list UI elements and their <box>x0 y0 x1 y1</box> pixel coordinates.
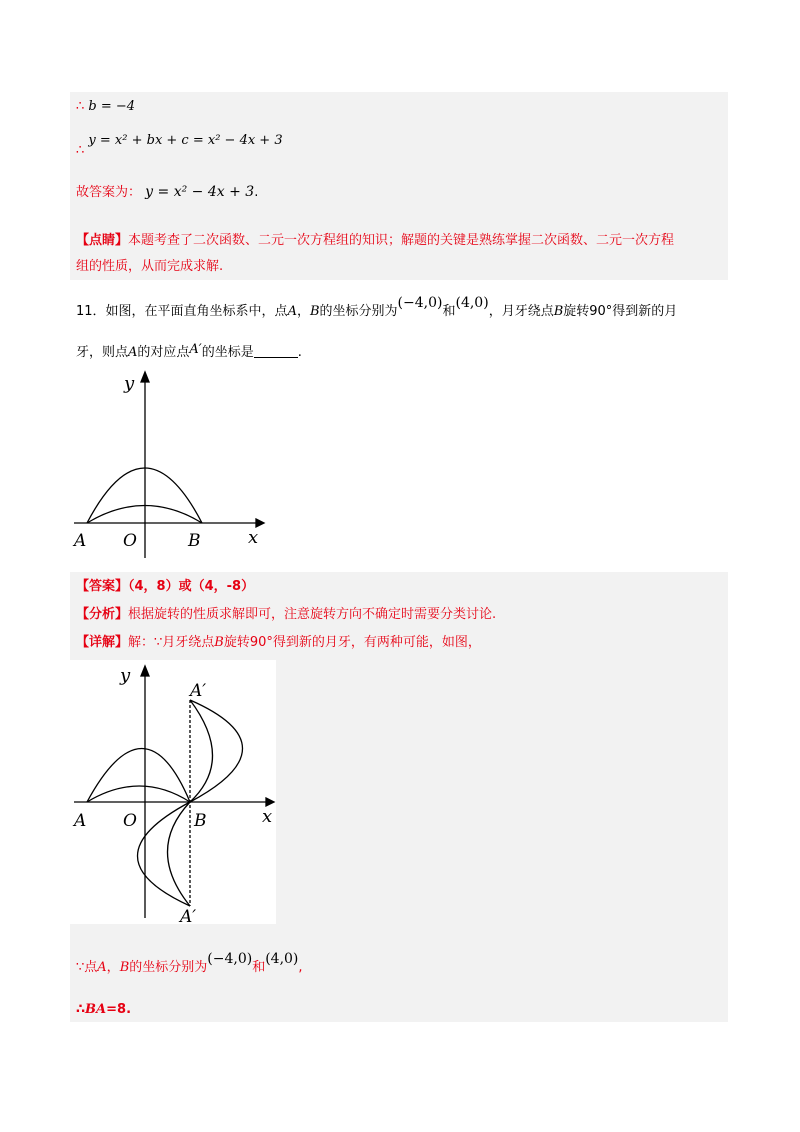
solution-answer-line <box>76 578 254 596</box>
y-axis-label: y <box>124 373 135 394</box>
analysis-line: 【分析】根据旋转的性质求解即可，注意旋转方向不确定时需要分类讨论. <box>76 607 497 622</box>
detail-line: 【详解】解：∵月牙绕点B旋转90°得到新的月牙，有两种可能，如图， <box>76 635 481 650</box>
point-a-label: A <box>74 811 87 831</box>
tail-coord-a: (−4,0) <box>207 951 253 967</box>
tail-coord-b: (4,0) <box>265 951 299 967</box>
tail-line-2: ∴BA=8. <box>76 1002 132 1017</box>
answer-blank <box>254 345 298 358</box>
comment-tag: 【点睛】 <box>76 233 129 248</box>
x-axis-arrow <box>256 519 264 527</box>
point-a-label: A <box>74 531 87 551</box>
comment-line-1: 【点睛】本题考查了二次函数、二元一次方程组的知识；解题的关键是熟练掌握二次函数、二元一次方程 <box>76 233 675 248</box>
answer-tag: 【答案】 <box>76 579 129 594</box>
point-a-prime-bottom-label: A′ <box>180 907 197 924</box>
point-a-prime-top-label: A′ <box>190 681 207 701</box>
analysis-tag: 【分析】 <box>76 607 129 622</box>
answer-line: 故答案为： y = x² − 4x + 3. <box>76 184 259 200</box>
question-number: 11． <box>76 304 106 319</box>
figure-crescent-original <box>70 368 270 564</box>
therefore-b-line: ∴ b = −4 <box>76 99 136 114</box>
equation-b: b = −4 <box>88 99 136 114</box>
answer-equation: y = x² − 4x + 3 <box>145 184 255 200</box>
figure-crescent-rotated <box>70 660 276 924</box>
y-axis-arrow <box>141 372 149 382</box>
y-axis-label: y <box>120 665 131 686</box>
coord-b: (4,0) <box>455 295 489 311</box>
origin-label: O <box>123 811 137 831</box>
answer-text: （4，8）或（4，-8） <box>128 579 255 594</box>
point-b-label: B <box>194 811 207 831</box>
point-b-label: B <box>188 531 201 551</box>
comment-line-2: 组的性质，从而完成求解. <box>76 259 224 274</box>
origin-label: O <box>123 531 137 551</box>
tail-line-1: ∵点A，B的坐标分别为(−4,0)和(4,0), <box>76 951 303 975</box>
therefore-y-line: ∴ y = x² + bx + c = x² − 4x + 3 <box>76 133 283 158</box>
question-line-2: 牙，则点A的对应点A′的坐标是 . <box>76 342 302 360</box>
equation-y: y = x² + bx + c = x² − 4x + 3 <box>88 133 283 148</box>
x-axis-label: x <box>248 527 259 548</box>
question-line-1: 11．如图，在平面直角坐标系中，点A，B的坐标分别为(−4,0)和(4,0)，月牙绕点B旋转90°得到新的月 <box>76 295 678 319</box>
x-axis-label: x <box>262 806 273 827</box>
coord-a: (−4,0) <box>397 295 443 311</box>
detail-tag: 【详解】 <box>76 635 129 650</box>
